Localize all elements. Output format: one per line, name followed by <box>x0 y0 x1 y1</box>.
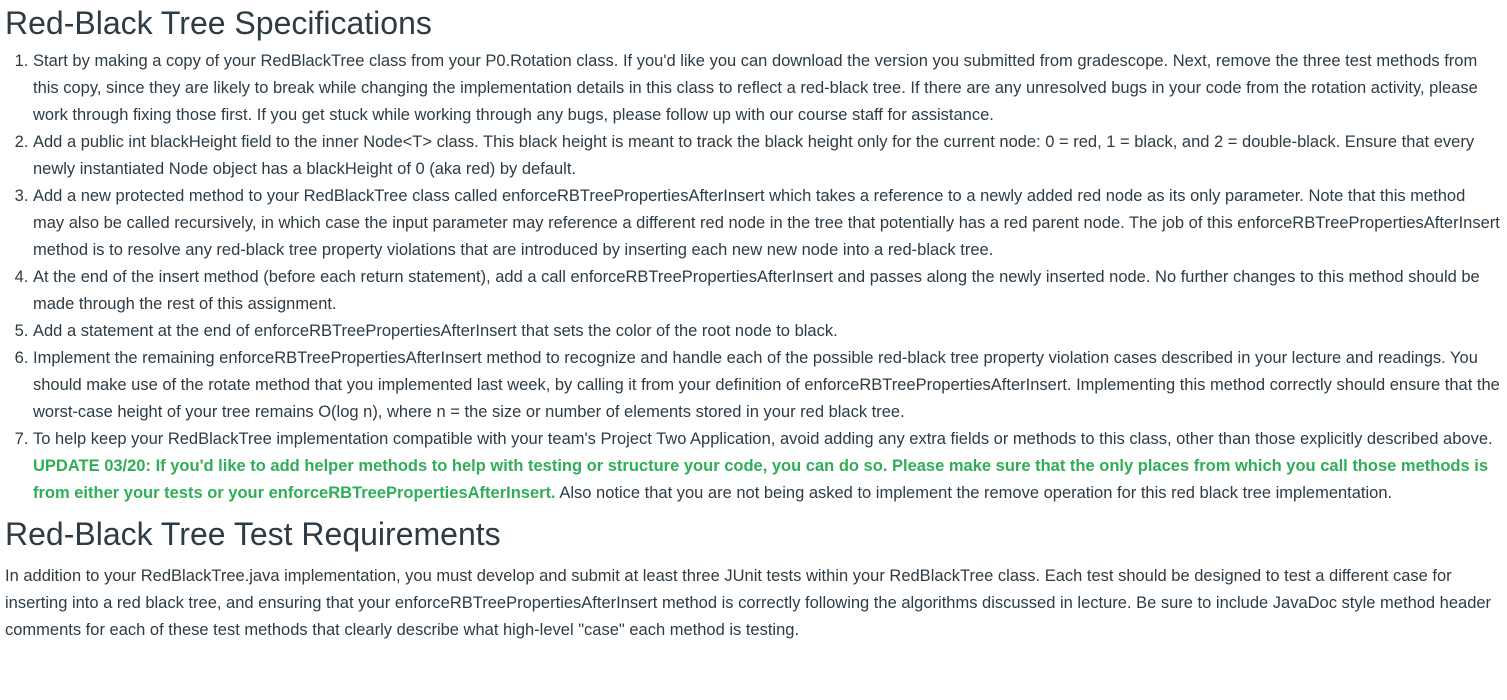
specs-heading: Red-Black Tree Specifications <box>5 5 432 41</box>
list-item <box>33 345 1501 426</box>
spec-item-text: At the end of the insert method (before each return statement), add a call enforceRBTreePropertiesAfterInsert and passes along the newly inserted node. No further changes to this method should be made through the rest of this assignment. <box>33 268 1480 313</box>
update-notice: UPDATE 03/20: If you'd like to add helper methods to help with testing or structure your code, you can do so. Please make sure that the only places from which you call those methods is from either your tests or your enforceRBTreePropertiesAfterInsert. <box>33 457 1489 502</box>
spec-item-text: Add a public int blackHeight field to the inner Node<T> class. This black height is meant to track the black height only for the current node: 0 = red, 1 = black, and 2 = double-black. Ensure that every newly instantiated Node object has a blackHeight of 0 (aka red) by default. <box>33 133 1475 178</box>
tests-heading: Red-Black Tree Test Requirements <box>5 516 501 552</box>
spec-item-text: Add a statement at the end of enforceRBTreePropertiesAfterInsert that sets the color of the root node to black. <box>33 322 838 340</box>
spec-item-text-after: Also notice that you are not being asked to implement the remove operation for this red black tree implementation. <box>555 484 1393 502</box>
list-item <box>33 264 1501 318</box>
spec-item-text: Add a new protected method to your RedBlackTree class called enforceRBTreePropertiesAfterInsert which takes a reference to a newly added red node as its only parameter. Note that this method may also be called recursively, in which case the input parameter may reference a different red node in the tree that potentially has a red parent node. The job of this enforceRBTreePropertiesAfterInsert method is to resolve any red-black tree property violations that are introduced by inserting each new new node into a red-black tree. <box>33 187 1500 259</box>
spec-item-text-before: To help keep your RedBlackTree implementation compatible with your team's Project Two Application, avoid adding any extra fields or methods to this class, other than those explicitly described above. <box>33 430 1493 448</box>
tests-paragraph: In addition to your RedBlackTree.java implementation, you must develop and submit at least three JUnit tests within your RedBlackTree class. Each test should be designed to test a different case for inserting into a red black tree, and ensuring that your enforceRBTreePropertiesAfterInsert method is correctly following the algorithms discussed in lecture. Be sure to include JavaDoc style method header comments for each of these test methods that clearly describe what high-level "case" each method is testing. <box>5 567 1492 639</box>
spec-item-text: Start by making a copy of your RedBlackTree class from your P0.Rotation class. If you'd like you can download the version you submitted from gradescope. Next, remove the three test methods from this copy, since they are likely to break while changing the implementation details in this class to reflect a red-black tree. If there are any unresolved bugs in your code from the rotation activity, please work through fixing those first. If you get stuck while working through any bugs, please follow up with our course staff for assistance. <box>33 52 1478 124</box>
list-item <box>33 318 1501 345</box>
list-item <box>33 129 1501 183</box>
assignment-content <box>0 4 1507 644</box>
specs-list <box>5 48 1501 507</box>
spec-item-text: Implement the remaining enforceRBTreePropertiesAfterInsert method to recognize and handle each of the possible red-black tree property violation cases described in your lecture and readings. You should make use of the rotate method that you implemented last week, by calling it from your definition of enforceRBTreePropertiesAfterInsert. Implementing this method correctly should ensure that the worst-case height of your tree remains O(log n), where n = the size or number of elements stored in your red black tree. <box>33 349 1500 421</box>
list-item <box>33 426 1501 507</box>
list-item <box>33 48 1501 129</box>
list-item <box>33 183 1501 264</box>
